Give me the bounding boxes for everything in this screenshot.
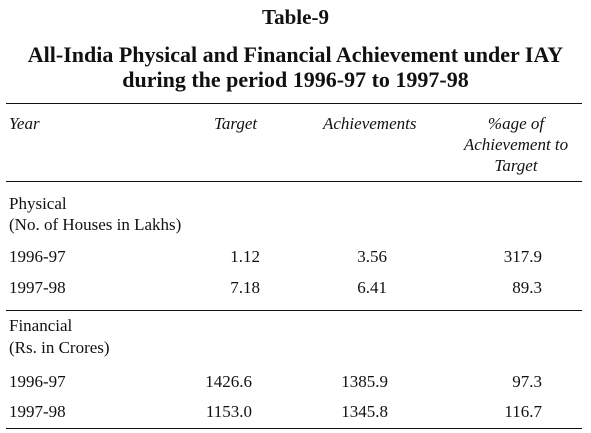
header-percentage-line-2: Achievement to bbox=[463, 135, 569, 154]
row-percentage: 116.7 bbox=[504, 402, 542, 421]
header-percentage-line-3: Target bbox=[494, 156, 538, 175]
header-bottom-rule bbox=[6, 181, 582, 182]
row-percentage: 89.3 bbox=[512, 278, 542, 297]
row-year: 1996-97 bbox=[9, 247, 66, 266]
table-bottom-rule bbox=[6, 428, 582, 429]
section-title-physical: Physical bbox=[9, 194, 67, 213]
row-achievements: 3.56 bbox=[357, 247, 387, 266]
row-target: 7.18 bbox=[230, 278, 260, 297]
header-percentage-line-1: %age of bbox=[487, 114, 545, 133]
header-target: Target bbox=[214, 114, 258, 133]
row-year: 1997-98 bbox=[9, 278, 66, 297]
row-achievements: 1385.9 bbox=[341, 372, 388, 391]
row-achievements: 6.41 bbox=[357, 278, 387, 297]
row-percentage: 317.9 bbox=[503, 247, 542, 266]
row-target: 1426.6 bbox=[205, 372, 252, 391]
row-target: 1153.0 bbox=[205, 402, 252, 421]
header-percentage bbox=[448, 113, 584, 176]
table-title-line-1: All-India Physical and Financial Achievement under IAY bbox=[27, 42, 564, 67]
table-number: Table-9 bbox=[262, 5, 329, 29]
section-subtitle-financial: (Rs. in Crores) bbox=[9, 338, 110, 357]
table-title-line-2: during the period 1996-97 to 1997-98 bbox=[122, 67, 469, 92]
header-year: Year bbox=[9, 114, 40, 133]
row-achievements: 1345.8 bbox=[341, 402, 388, 421]
row-year: 1996-97 bbox=[9, 372, 66, 391]
section-subtitle-physical: (No. of Houses in Lakhs) bbox=[9, 215, 182, 234]
row-target: 1.12 bbox=[230, 247, 260, 266]
row-year: 1997-98 bbox=[9, 402, 66, 421]
section-divider-rule bbox=[6, 310, 582, 311]
row-percentage: 97.3 bbox=[512, 372, 542, 391]
section-title-financial: Financial bbox=[9, 316, 73, 335]
table-top-rule bbox=[6, 103, 582, 104]
header-achievements: Achievements bbox=[323, 114, 417, 133]
